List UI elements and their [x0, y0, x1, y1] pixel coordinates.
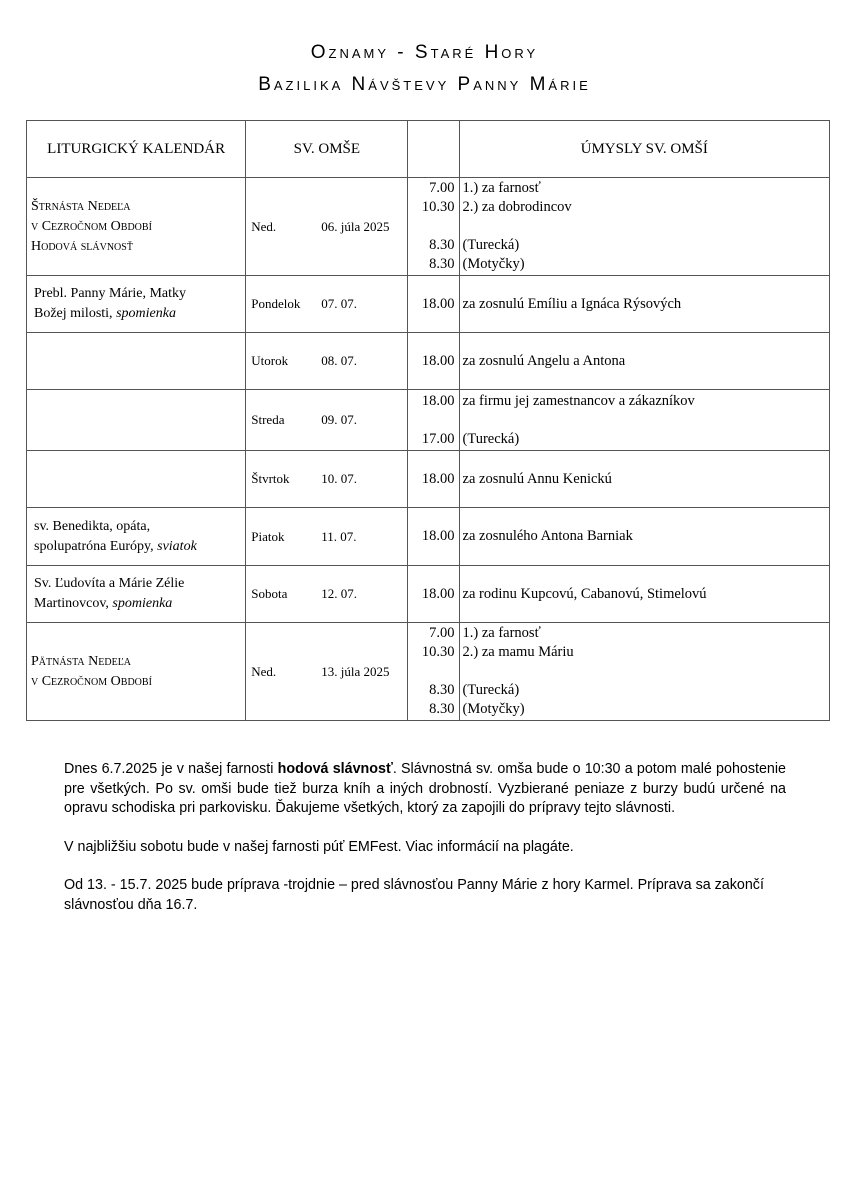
feast-text: Božej milosti,: [34, 306, 117, 321]
col-header-masses: SV. OMŠE: [246, 121, 408, 178]
feast-rank: sviatok: [157, 538, 197, 554]
announcement-bold: hodová slávnosť: [277, 761, 393, 777]
intention: za zosnulú Angelu a Antona: [459, 333, 829, 390]
table-row: [27, 178, 830, 276]
table-row: [27, 276, 830, 333]
announcements: [64, 760, 786, 915]
day-date: 13. júla 2025: [321, 663, 390, 679]
day-cell: [246, 390, 408, 451]
feast-line: Hodová slávnosť: [31, 238, 133, 254]
day-date: 11. 07.: [321, 528, 357, 544]
feast-line: v Cezročnom Období: [31, 673, 152, 689]
feast-line: [34, 304, 245, 324]
times-cell: [408, 390, 459, 451]
table-row: [27, 623, 830, 721]
mass-time: 8.30: [429, 682, 455, 698]
feast-rank: spomienka: [116, 306, 176, 321]
col-header-calendar: LITURGICKÝ KALENDÁR: [27, 121, 246, 178]
mass-time: 10.30: [421, 644, 455, 660]
intention: za firmu jej zamestnancov a zákazníkov: [462, 392, 695, 409]
mass-time: 7.00: [429, 625, 455, 641]
day-name: Sobota: [251, 586, 288, 601]
page-title: Oznamy - Staré Hory: [310, 42, 539, 63]
mass-time: 18.00: [408, 508, 459, 566]
feast-text: spolupatróna Európy,: [34, 538, 158, 554]
day-date: 08. 07.: [321, 353, 358, 368]
feast-cell: [27, 276, 246, 333]
intention: 1.) za farnosť: [462, 625, 541, 641]
day-date: 12. 07.: [321, 586, 358, 601]
intention: (Turecká): [462, 237, 520, 253]
announcement-paragraph: V najbližšiu sobotu bude v našej farnosti púť EMFest. Viac informácií na plagáte.: [64, 838, 574, 855]
feast-text: Martinovcov,: [34, 596, 113, 611]
intentions-cell: [459, 390, 829, 451]
day-date: 09. 07.: [321, 412, 358, 427]
announcement-text: . Slávnostná sv. omša bude o 10:30 a potom malé pohostenie pre všetkých. Po sv. omši bude tiež burza kníh a iných drobností. Vyzbierané peniaze z burzy budú určené na opravu schodiska pri parkovisku. Ďakujeme všetkých, ktorý za zapojili do prípravy tejto slávnosti.: [64, 761, 787, 816]
intention: (Turecká): [462, 682, 520, 698]
day-name: Utorok: [251, 353, 289, 368]
mass-time: 8.30: [429, 237, 455, 253]
day-cell: [246, 623, 408, 721]
announcement-text: Dnes 6.7.2025 je v našej farnosti: [64, 761, 278, 777]
mass-time: 18.00: [408, 451, 459, 508]
intentions-cell: [459, 178, 829, 276]
day-cell: [246, 566, 408, 623]
intention: za zosnulú Emíliu a Ignáca Rýsových: [459, 276, 829, 333]
feast-line: [34, 537, 245, 557]
feast-cell: [27, 451, 246, 508]
feast-line: Sv. Ľudovíta a Márie Zélie: [34, 576, 185, 591]
table-row: [27, 566, 830, 623]
announcement-paragraph: [64, 760, 786, 819]
intention: za zosnulého Antona Barniak: [459, 508, 829, 566]
day-cell: [246, 451, 408, 508]
feast-line: Pätnásta Nedeľa: [31, 653, 132, 669]
feast-line: [34, 594, 245, 614]
feast-cell: [27, 508, 246, 566]
mass-time: 18.00: [421, 392, 455, 409]
table-row: [27, 333, 830, 390]
intention: za zosnulú Annu Kenickú: [459, 451, 829, 508]
feast-cell: [27, 390, 246, 451]
day-name: Štvrtok: [251, 471, 290, 486]
day-date: 06. júla 2025: [321, 218, 390, 234]
feast-line: Prebl. Panny Márie, Matky: [34, 286, 187, 301]
mass-time: 17.00: [421, 430, 455, 447]
intentions-cell: [459, 623, 829, 721]
mass-time: 18.00: [408, 276, 459, 333]
day-name: Piatok: [251, 528, 285, 544]
liturgical-calendar-table: [26, 120, 830, 721]
page-subtitle: Bazilika Návštevy Panny Márie: [258, 74, 591, 95]
col-header-intentions: ÚMYSLY SV. OMŠÍ: [459, 121, 829, 178]
times-cell: [408, 178, 459, 276]
mass-time: 7.00: [429, 180, 455, 196]
day-cell: [246, 276, 408, 333]
intention: 2.) za dobrodincov: [462, 199, 572, 215]
day-cell: [246, 333, 408, 390]
table-row: [27, 390, 830, 451]
day-name: Streda: [251, 412, 285, 427]
feast-line: v Cezročnom Období: [31, 218, 152, 234]
feast-cell: [27, 333, 246, 390]
mass-time: 8.30: [429, 256, 455, 272]
intention: za rodinu Kupcovú, Cabanovú, Stimelovú: [459, 566, 829, 623]
intention: (Motyčky): [462, 256, 525, 272]
day-cell: [246, 508, 408, 566]
feast-rank: spomienka: [112, 596, 173, 611]
col-header-times: [408, 121, 459, 178]
mass-time: 8.30: [429, 701, 455, 717]
intention: (Motyčky): [462, 701, 525, 717]
table-row: [27, 451, 830, 508]
day-cell: [246, 178, 408, 276]
table-row: [27, 508, 830, 566]
feast-cell: [27, 623, 246, 721]
day-date: 10. 07.: [321, 471, 358, 486]
feast-cell: [27, 178, 246, 276]
intention: 1.) za farnosť: [462, 180, 541, 196]
mass-time: 18.00: [408, 566, 459, 623]
day-name: Ned.: [251, 218, 277, 234]
mass-time: 18.00: [408, 333, 459, 390]
intention: 2.) za mamu Máriu: [462, 644, 574, 660]
feast-cell: [27, 566, 246, 623]
day-name: Ned.: [251, 663, 277, 679]
feast-line: sv. Benedikta, opáta,: [34, 518, 151, 534]
announcement-paragraph: Od 13. - 15.7. 2025 bude príprava -trojdnie – pred slávnosťou Panny Márie z hory Karmel. Príprava sa zakončí slávnosťou dňa 16.7.: [64, 877, 764, 913]
feast-line: Štrnásta Nedeľa: [31, 198, 131, 214]
mass-time: 10.30: [421, 199, 455, 215]
day-date: 07. 07.: [321, 296, 358, 311]
times-cell: [408, 623, 459, 721]
table-header-row: [27, 121, 830, 178]
intention: (Turecká): [462, 430, 520, 447]
day-name: Pondelok: [251, 296, 301, 311]
